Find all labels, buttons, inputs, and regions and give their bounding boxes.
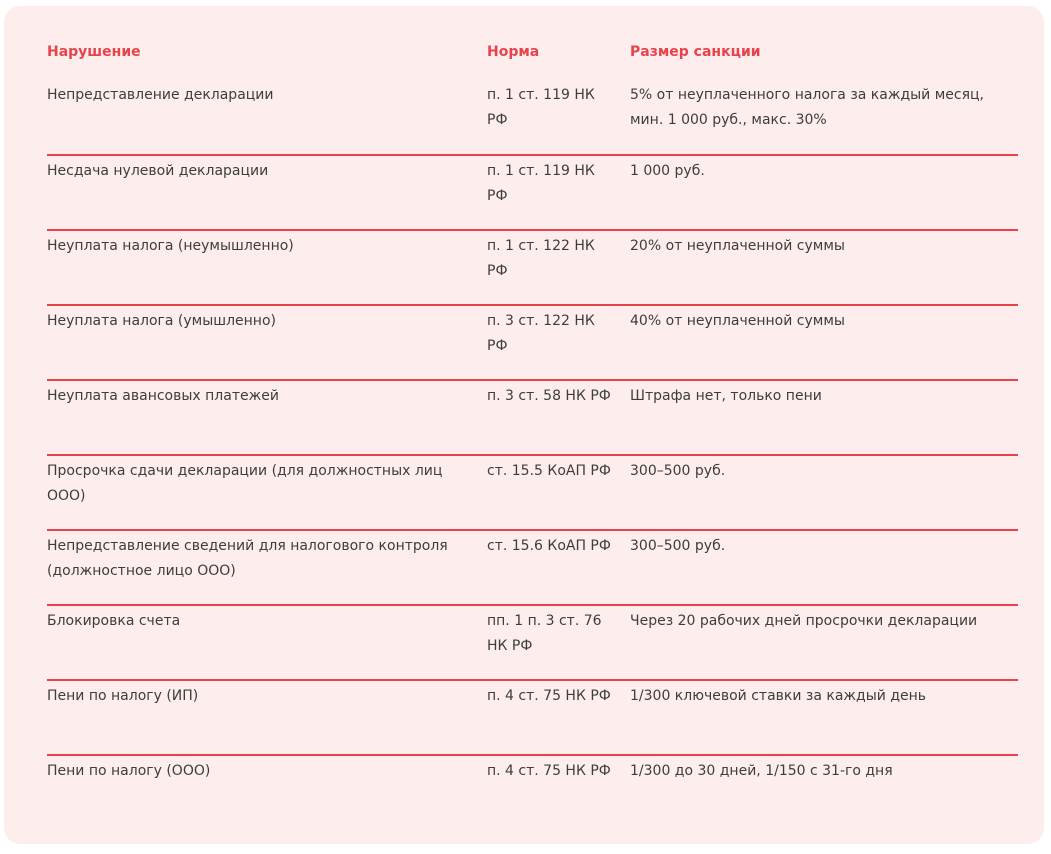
sanctions-table-card [4,6,1044,844]
violation-cell: Неуплата авансовых платежей [47,388,279,404]
table-row [47,605,1018,680]
violation-cell: Блокировка счета [47,613,181,629]
violation-cell: Несдача нулевой декларации [47,163,269,179]
header-violation: Нарушение [47,44,141,60]
table-header-row [47,36,1018,80]
sanction-cell: 20% от неуплаченной суммы [630,238,845,254]
norm-cell: п. 1 ст. 122 НК РФ [487,238,595,279]
sanction-cell: 300–500 руб. [630,538,726,554]
norm-cell: п. 3 ст. 122 НК РФ [487,313,595,354]
sanction-cell: Штрафа нет, только пени [630,388,822,404]
norm-cell: пп. 1 п. 3 ст. 76 НК РФ [487,613,602,654]
sanction-cell: 40% от неуплаченной суммы [630,313,845,329]
norm-cell: ст. 15.5 КоАП РФ [487,463,611,479]
sanctions-table [47,36,1018,830]
table-row [47,680,1018,755]
violation-cell: Непредставление сведений для налогового контроля (должностное лицо ООО) [47,538,448,579]
norm-cell: п. 1 ст. 119 НК РФ [487,163,595,204]
violation-cell: Просрочка сдачи декларации (для должностных лиц ООО) [47,463,443,504]
sanction-cell: 1/300 ключевой ставки за каждый день [630,688,927,704]
table-row [47,380,1018,455]
table-row [47,530,1018,605]
header-sanction: Размер санкции [630,44,761,60]
table-row [47,755,1018,830]
violation-cell: Непредставление декларации [47,87,274,103]
table-row [47,305,1018,380]
sanction-cell: Через 20 рабочих дней просрочки декларации [630,613,978,629]
violation-cell: Неуплата налога (умышленно) [47,313,276,329]
norm-cell: п. 4 ст. 75 НК РФ [487,688,611,704]
violation-cell: Пени по налогу (ИП) [47,688,199,704]
norm-cell: п. 3 ст. 58 НК РФ [487,388,611,404]
table-row [47,155,1018,230]
table-row [47,230,1018,305]
violation-cell: Пени по налогу (ООО) [47,763,211,779]
sanction-cell: 1/300 до 30 дней, 1/150 с 31-го дня [630,763,893,779]
violation-cell: Неуплата налога (неумышленно) [47,238,294,254]
sanction-cell: 5% от неуплаченного налога за каждый месяц, мин. 1 000 руб., макс. 30% [630,87,984,128]
table-row [47,80,1018,155]
sanction-cell: 1 000 руб. [630,163,705,179]
header-norm: Норма [487,44,540,60]
sanction-cell: 300–500 руб. [630,463,726,479]
norm-cell: п. 4 ст. 75 НК РФ [487,763,611,779]
norm-cell: ст. 15.6 КоАП РФ [487,538,611,554]
table-row [47,455,1018,530]
norm-cell: п. 1 ст. 119 НК РФ [487,87,595,128]
